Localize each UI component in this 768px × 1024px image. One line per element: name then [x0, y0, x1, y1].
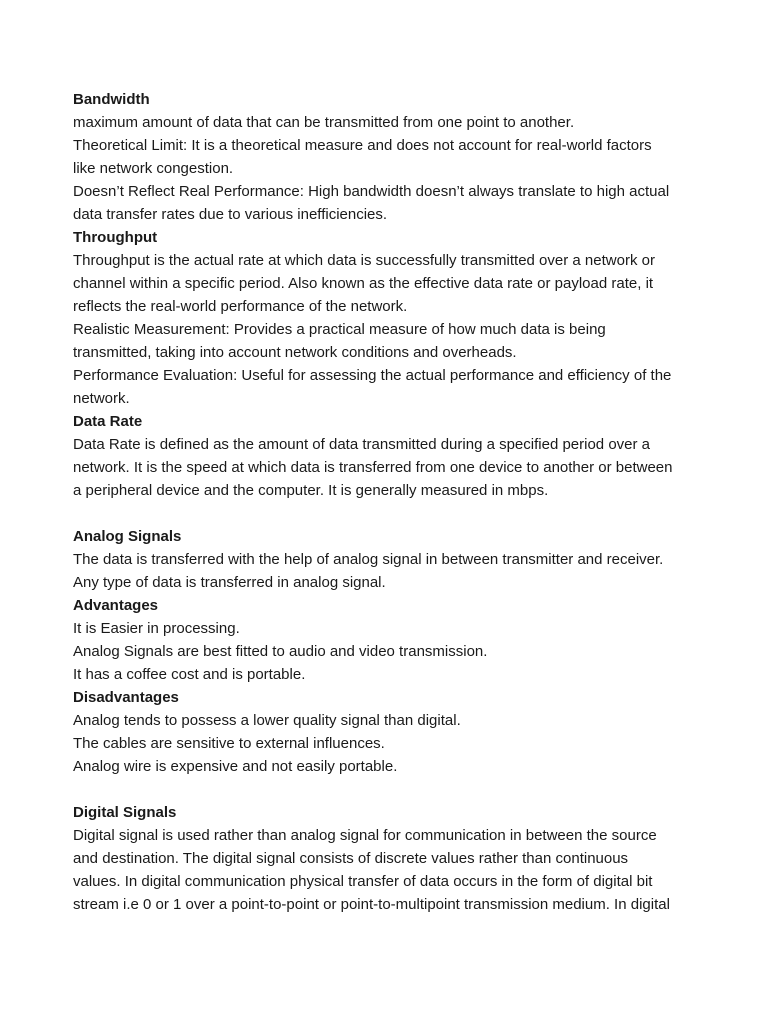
list-item: It has a coffee cost and is portable. [73, 666, 306, 683]
list-item: The cables are sensitive to external influences. [73, 735, 385, 752]
paragraph-line: a peripheral device and the computer. It is generally measured in mbps. [73, 482, 549, 499]
paragraph-line: The data is transferred with the help of analog signal in between transmitter and receiver. [73, 551, 664, 568]
heading-throughput: Throughput [73, 229, 158, 246]
paragraph-line: reflects the real-world performance of the network. [73, 298, 408, 315]
heading-advantages: Advantages [73, 597, 159, 614]
list-item: Analog tends to possess a lower quality signal than digital. [73, 712, 461, 729]
section-advantages [73, 594, 698, 686]
paragraph-line: stream i.e 0 or 1 over a point-to-point or point-to-multipoint transmission medium. In digital [73, 896, 670, 913]
paragraph-line: Digital signal is used rather than analog signal for communication in between the source [73, 827, 657, 844]
heading-analog-signals: Analog Signals [73, 528, 182, 545]
paragraph-line: transmitted, taking into account network conditions and overheads. [73, 344, 517, 361]
section-bandwidth [73, 88, 698, 226]
paragraph-line: and destination. The digital signal consists of discrete values rather than continuous [73, 850, 629, 867]
section-analog-signals [73, 525, 698, 594]
paragraph-line: values. In digital communication physical transfer of data occurs in the form of digital bit [73, 873, 653, 890]
section-data-rate [73, 410, 698, 502]
paragraph-gap [73, 502, 698, 525]
list-item: Analog Signals are best fitted to audio and video transmission. [73, 643, 488, 660]
document-page [73, 88, 698, 916]
paragraph-line: network. It is the speed at which data is transferred from one device to another or between [73, 459, 673, 476]
section-disadvantages [73, 686, 698, 778]
paragraph-line: data transfer rates due to various inefficiencies. [73, 206, 388, 223]
paragraph-line: Throughput is the actual rate at which data is successfully transmitted over a network or [73, 252, 655, 269]
paragraph-line: channel within a specific period. Also known as the effective data rate or payload rate, it [73, 275, 654, 292]
heading-disadvantages: Disadvantages [73, 689, 179, 706]
paragraph-line: Any type of data is transferred in analog signal. [73, 574, 386, 591]
paragraph-line: Doesn’t Reflect Real Performance: High bandwidth doesn’t always translate to high actual [73, 183, 670, 200]
paragraph-line: Data Rate is defined as the amount of data transmitted during a specified period over a [73, 436, 651, 453]
list-item: It is Easier in processing. [73, 620, 240, 637]
section-throughput [73, 226, 698, 410]
paragraph-line: maximum amount of data that can be transmitted from one point to another. [73, 114, 575, 131]
paragraph-line: network. [73, 390, 130, 407]
heading-digital-signals: Digital Signals [73, 804, 177, 821]
list-item: Analog wire is expensive and not easily portable. [73, 758, 398, 775]
heading-data-rate: Data Rate [73, 413, 143, 430]
paragraph-line: Performance Evaluation: Useful for assessing the actual performance and efficiency of the [73, 367, 672, 384]
paragraph-line: Realistic Measurement: Provides a practical measure of how much data is being [73, 321, 606, 338]
section-digital-signals [73, 801, 698, 916]
paragraph-gap [73, 778, 698, 801]
paragraph-line: like network congestion. [73, 160, 234, 177]
heading-bandwidth: Bandwidth [73, 91, 150, 108]
paragraph-line: Theoretical Limit: It is a theoretical measure and does not account for real-world factors [73, 137, 652, 154]
